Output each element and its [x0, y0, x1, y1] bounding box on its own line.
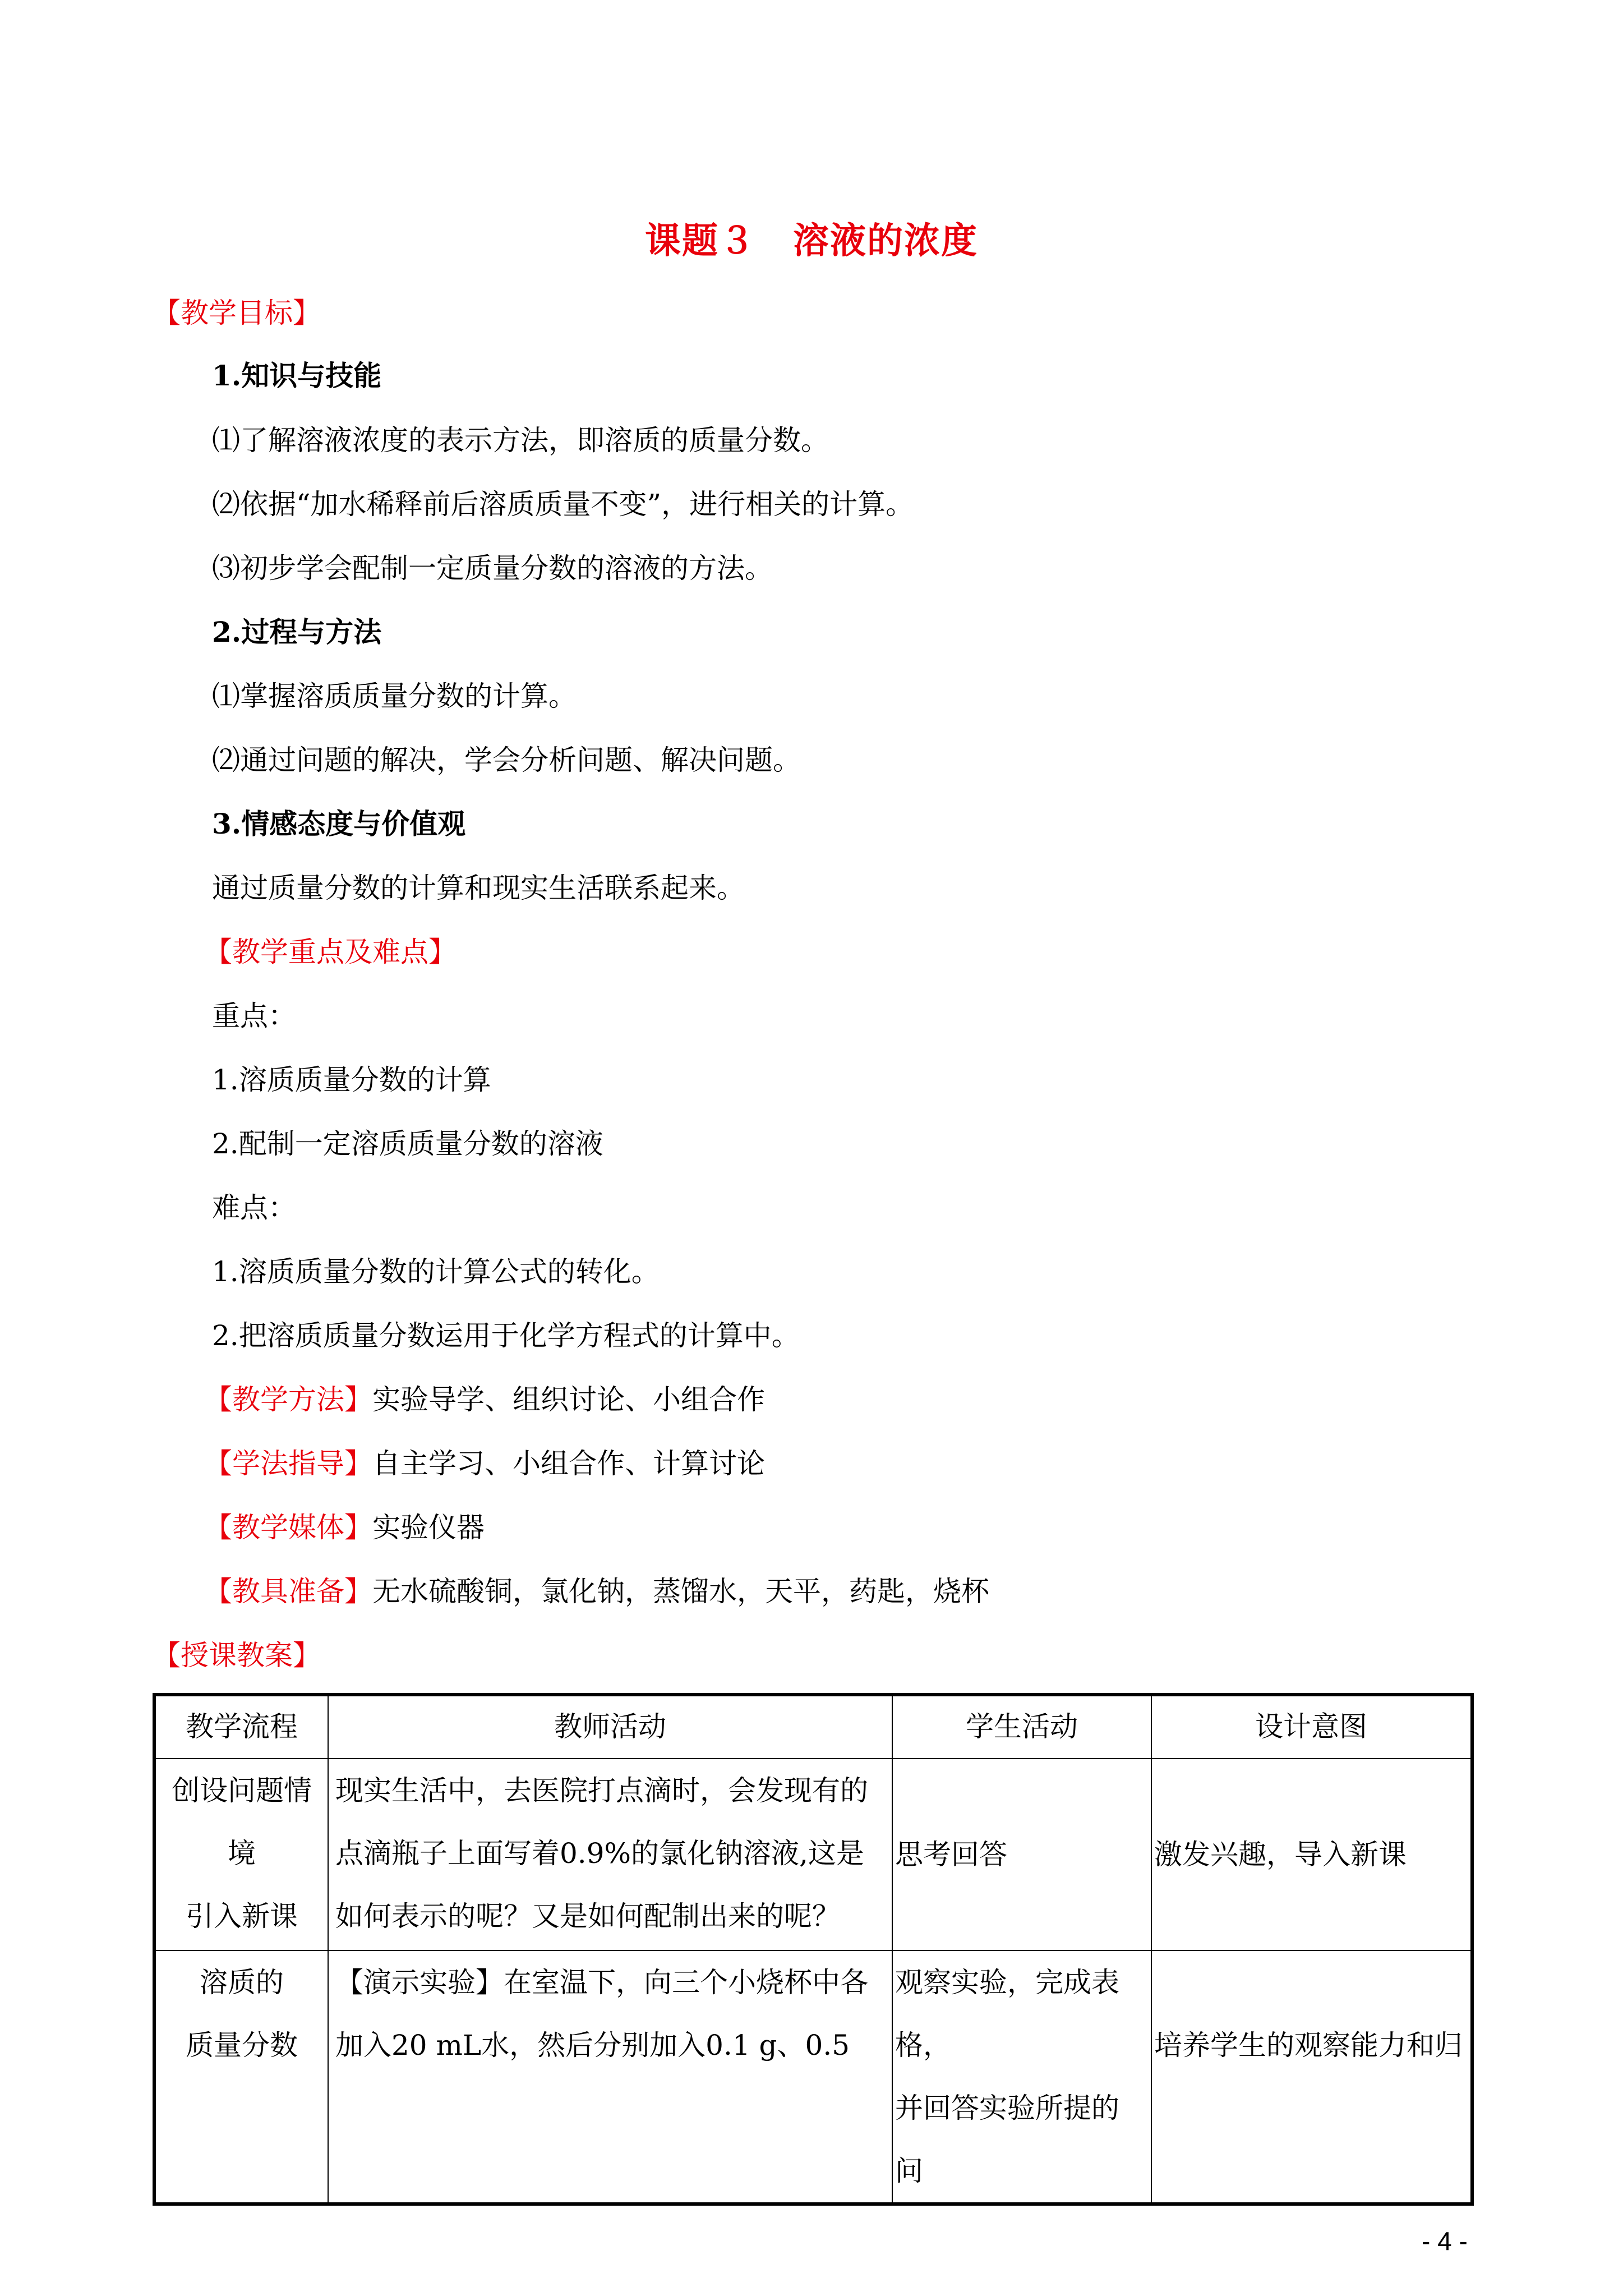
student-activity-cell: 观察实验，完成表格， 并回答实验所提的问 — [892, 1950, 1151, 2204]
goal-item: ⑶初步学会配制一定质量分数的溶液的方法。 — [212, 552, 773, 585]
key-item: 1.溶质质量分数的计算 — [212, 1064, 491, 1096]
section-heading-teaching-goals: 【教学目标】 — [153, 297, 321, 329]
table-header-cell: 教师活动 — [328, 1695, 892, 1759]
method-line-teaching: 【教学方法】实验导学、组织讨论、小组合作 — [204, 1383, 765, 1416]
table-row — [154, 1950, 1472, 2204]
flow-cell: 溶质的 质量分数 — [154, 1950, 328, 2204]
table-header-cell: 学生活动 — [892, 1695, 1151, 1759]
design-intent-cell: 激发兴趣，导入新课 — [1151, 1759, 1472, 1950]
table-row — [154, 1759, 1472, 1950]
page-number: - 4 - — [1422, 2226, 1468, 2256]
subsection-title-knowledge: 1.知识与技能 — [212, 359, 382, 392]
method-line-media: 【教学媒体】实验仪器 — [204, 1511, 485, 1544]
design-intent-cell: 培养学生的观察能力和归 — [1151, 1950, 1472, 2204]
page-title: 课题３ 溶液的浓度 — [645, 220, 978, 262]
section-heading-key-points: 【教学重点及难点】 — [204, 936, 457, 968]
method-line-learning: 【学法指导】自主学习、小组合作、计算讨论 — [204, 1447, 765, 1480]
goal-text: 通过质量分数的计算和现实生活联系起来。 — [212, 872, 745, 904]
lesson-plan-table — [153, 1693, 1474, 2206]
section-heading-lesson-plan: 【授课教案】 — [153, 1639, 321, 1672]
goal-item: ⑵通过问题的解决，学会分析问题、解决问题。 — [212, 744, 801, 776]
subsection-title-values: 3.情感态度与价值观 — [212, 807, 466, 840]
table-header-cell: 设计意图 — [1151, 1695, 1472, 1759]
method-line-equipment: 【教具准备】无水硫酸铜，氯化钠，蒸馏水，天平，药匙，烧杯 — [204, 1575, 989, 1608]
difficult-label: 难点： — [212, 1191, 296, 1224]
table-header-row — [154, 1695, 1472, 1759]
teacher-activity-cell: 【演示实验】在室温下，向三个小烧杯中各 加入20 mL水，然后分别加入0.1 g、0.5 — [328, 1950, 892, 2204]
goal-item: ⑴了解溶液浓度的表示方法，即溶质的质量分数。 — [212, 424, 829, 457]
subsection-title-process: 2.过程与方法 — [212, 615, 382, 648]
key-label: 重点： — [212, 1000, 296, 1032]
goal-item: ⑴掌握溶质质量分数的计算。 — [212, 680, 577, 712]
key-item: 2.配制一定溶质质量分数的溶液 — [212, 1128, 603, 1160]
table-header-cell: 教学流程 — [154, 1695, 328, 1759]
difficult-item: 1.溶质质量分数的计算公式的转化。 — [212, 1255, 660, 1288]
flow-cell: 创设问题情 境 引入新课 — [154, 1759, 328, 1950]
goal-item: ⑵依据“加水稀释前后溶质质量不变”，进行相关的计算。 — [212, 488, 914, 521]
teacher-activity-cell: 现实生活中，去医院打点滴时，会发现有的 点滴瓶子上面写着0.9%的氯化钠溶液,这是 如何表示的呢？又是如何配制出来的呢？ — [328, 1759, 892, 1950]
student-activity-cell: 思考回答 — [892, 1759, 1151, 1950]
difficult-item: 2.把溶质质量分数运用于化学方程式的计算中。 — [212, 1319, 800, 1352]
